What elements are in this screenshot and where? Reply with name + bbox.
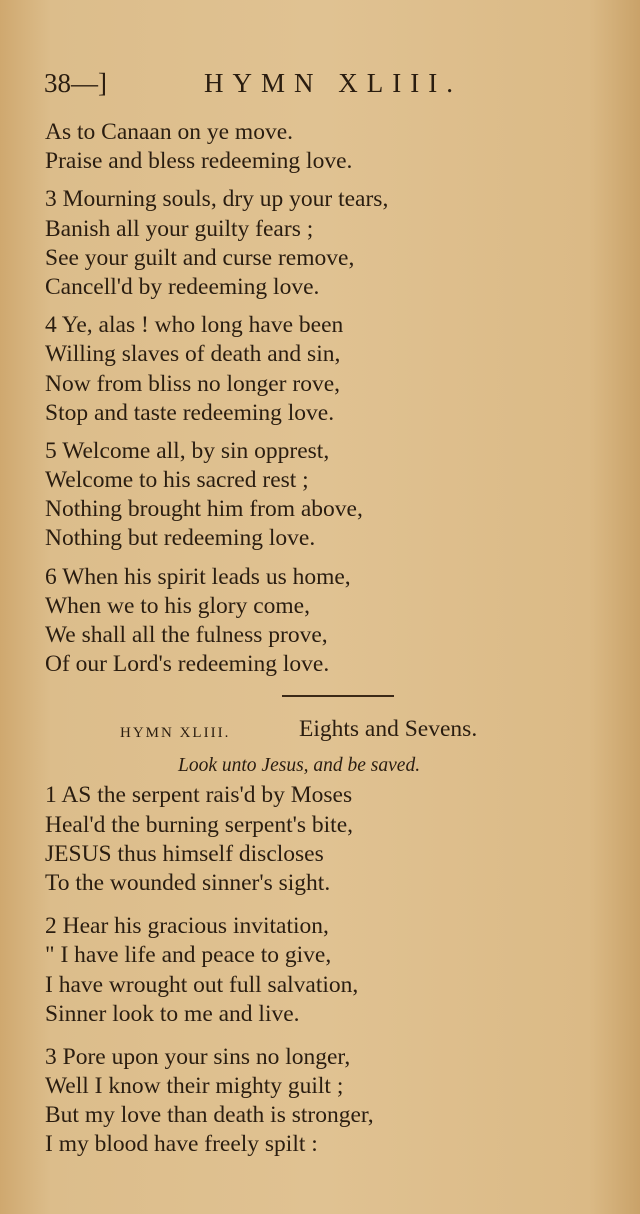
hymn-stanza-2 (45, 912, 605, 1029)
verse-line: Stop and taste redeeming love. (45, 399, 335, 426)
hymn-label: HYMN XLIII. (120, 725, 231, 742)
verse-line: 3 Pore upon your sins no longer, (45, 1043, 351, 1070)
verse-line: I my blood have freely spilt : (45, 1131, 318, 1158)
hymn-meter: Eights and Sevens. (299, 716, 478, 743)
stanza-3 (45, 185, 605, 302)
hymn-epigraph (45, 751, 605, 781)
page-text (45, 118, 605, 1160)
page-header (44, 68, 604, 102)
hymn-stanza-1 (45, 781, 605, 898)
page-number: 38—] (44, 68, 107, 98)
section-divider (45, 679, 605, 717)
verse-line: 2 Hear his gracious invitation, (45, 913, 329, 940)
verse-line: " I have life and peace to give, (45, 942, 332, 969)
verse-line: Praise and bless redeeming love. (45, 148, 353, 175)
divider-rule (282, 695, 394, 697)
verse-line: 6 When his spirit leads us home, (45, 563, 351, 590)
verse-line: See your guilt and curse remove, (45, 244, 355, 271)
verse-line: 5 Welcome all, by sin opprest, (45, 437, 330, 464)
verse-line: 3 Mourning souls, dry up your tears, (45, 186, 389, 213)
hymn-stanza-3 (45, 1043, 605, 1160)
verse-line: Sinner look to me and live. (45, 1000, 300, 1027)
verse-line: We shall all the fulness prove, (45, 622, 328, 648)
verse-line: Banish all your guilty fears ; (45, 215, 314, 242)
verse-line: But my love than death is stronger, (45, 1102, 374, 1129)
verse-line: Well I know their mighty guilt ; (45, 1073, 344, 1100)
verse-line: Nothing but redeeming love. (45, 525, 316, 552)
verse-line: Of our Lord's redeeming love. (45, 651, 330, 678)
hymn-title (45, 717, 605, 751)
verse-line: Now from bliss no longer rove, (45, 370, 341, 397)
verse-line: Welcome to his sacred rest ; (45, 467, 309, 494)
verse-line: Cancell'd by redeeming love. (45, 273, 320, 300)
verse-line: JESUS thus himself discloses (45, 840, 324, 867)
stanza-4 (45, 311, 605, 428)
verse-line: As to Canaan on ye move. (45, 119, 294, 145)
verse-line: Nothing brought him from above, (45, 496, 363, 523)
running-head: HYMN XLIII. (204, 68, 462, 98)
previous-hymn-fragment (45, 118, 605, 176)
stanza-5 (45, 437, 605, 554)
verse-line: 4 Ye, alas ! who long have been (45, 312, 344, 339)
verse-line: To the wounded sinner's sight. (45, 869, 331, 896)
verse-line: Heal'd the burning serpent's bite, (45, 811, 354, 838)
verse-line: When we to his glory come, (45, 592, 310, 619)
verse-line: I have wrought out full salvation, (45, 971, 359, 998)
verse-line: Willing slaves of death and sin, (45, 341, 341, 368)
epigraph-text: Look unto Jesus, and be saved. (178, 755, 421, 777)
verse-line: 1 AS the serpent rais'd by Moses (45, 782, 353, 809)
stanza-6 (45, 563, 605, 680)
